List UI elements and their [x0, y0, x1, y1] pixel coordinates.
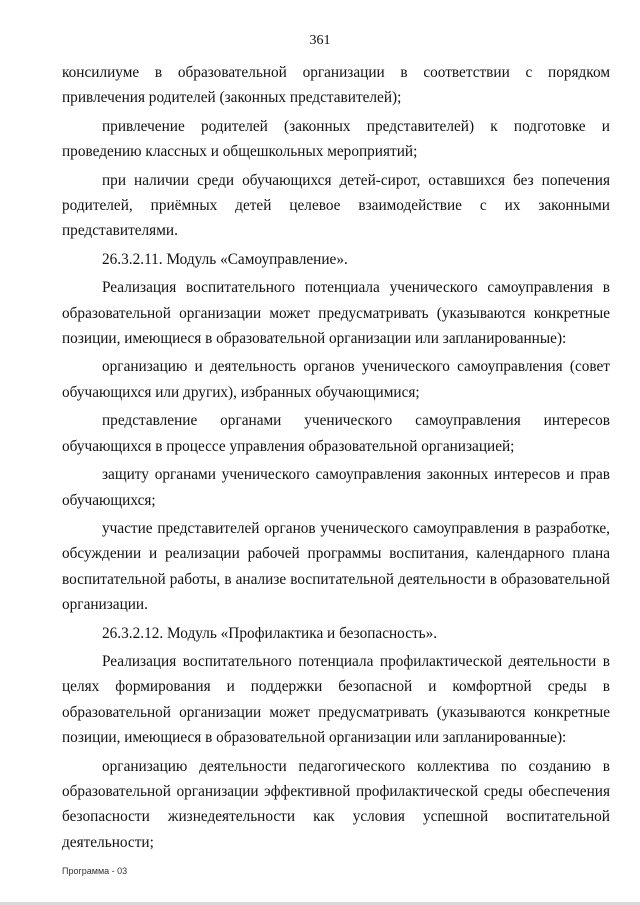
paragraph: защиту органами ученического самоуправления законных интересов и прав обучающихся;: [62, 466, 610, 509]
paragraph: организацию деятельности педагогического коллектива по созданию в образовательной организации эффективной профилактической среды обеспечения безопасности жизнедеятельности как условия успешной воспитательной деятельности;: [62, 757, 610, 851]
paragraph: Реализация воспитательного потенциала профилактической деятельности в целях формирования и поддержки безопасной и комфортной среды в образовательной организации может предусматривать (указываются конкретные позиции, имеющиеся в образовательной организации или запланированные):: [62, 652, 610, 747]
paragraph: привлечение родителей (законных представителей) к подготовке и проведению классных и общешкольных мероприятий;: [62, 117, 610, 161]
paragraph: Реализация воспитательного потенциала ученического самоуправления в образовательной организации может предусматривать (указываются конкретные позиции, имеющиеся в образовательной организации или запланированные):: [62, 279, 610, 348]
paragraph: консилиуме в образовательной организации в соответствии с порядком привлечения родителей (законных представителей);: [62, 64, 610, 107]
section-heading: 26.3.2.12. Модуль «Профилактика и безопасность».: [102, 624, 438, 642]
section-heading: 26.3.2.11. Модуль «Самоуправление».: [102, 250, 348, 268]
paragraph: представление органами ученического самоуправления интересов обучающихся в процессе управления образовательной организацией;: [62, 412, 610, 455]
document-body: [62, 60, 610, 858]
paragraph: участие представителей органов ученического самоуправления в разработке, обсуждении и реализации рабочей программы воспитания, календарного плана воспитательной работы, в анализе воспитательной деятельности в образовательной организации.: [62, 519, 610, 614]
paragraph: организацию и деятельность органов ученического самоуправления (совет обучающихся или других), избранных обучающимися;: [62, 358, 610, 401]
paragraph: при наличии среди обучающихся детей-сирот, оставшихся без попечения родителей, приёмных детей целевое взаимодействие с их законными представителями.: [62, 171, 610, 240]
page-footer: Программа - 03: [62, 866, 128, 876]
page-number: 361: [309, 33, 331, 48]
